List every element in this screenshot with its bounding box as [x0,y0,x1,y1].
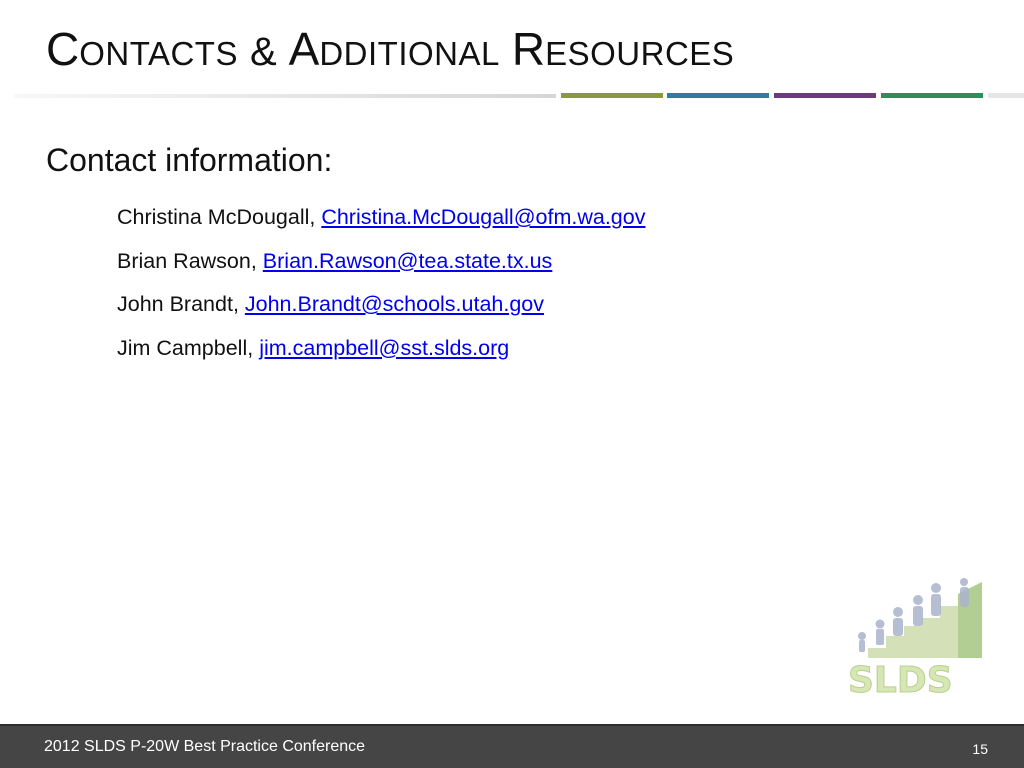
email-link[interactable]: John.Brandt@schools.utah.gov [244,292,545,316]
list-item [117,246,645,290]
slide-title [46,23,735,84]
title-underline-green [881,93,983,98]
title-underline-purple [774,93,876,98]
email-link[interactable]: Brian.Rawson@tea.state.tx.us [262,248,553,273]
title-ampersand: & [249,30,277,74]
title-word: DDITIONAL [319,35,500,72]
email-link[interactable]: Christina.McDougall@ofm.wa.gov [321,205,646,229]
title-word: ONTACTS [79,35,238,72]
contact-name: Christina McDougall, [117,205,322,229]
footer-text: 2012 SLDS P-20W Best Practice Conference [44,738,366,755]
section-heading: Contact information: [46,142,333,178]
title-underline-teal [667,93,769,98]
contact-name: John Brandt, [117,292,245,316]
contact-name: Brian Rawson, [117,248,263,273]
page-number: 15 [972,741,988,757]
footer-bar [0,724,1024,768]
title-underline-olive [561,93,663,98]
list-item [117,202,645,246]
contact-name: Jim Campbell, [117,335,260,360]
title-underline-gray [14,94,556,98]
title-word: ESOURCES [545,35,735,72]
list-item [117,289,645,333]
logo-text: SLDS [848,660,953,696]
list-item [117,333,645,377]
title-underline-end [988,93,1024,98]
email-link[interactable]: jim.campbell@sst.slds.org [259,335,510,360]
title-initial: A [288,23,320,75]
contact-list [117,202,645,376]
slds-logo [846,578,986,696]
title-initial: R [511,23,546,75]
title-initial: C [46,23,80,75]
